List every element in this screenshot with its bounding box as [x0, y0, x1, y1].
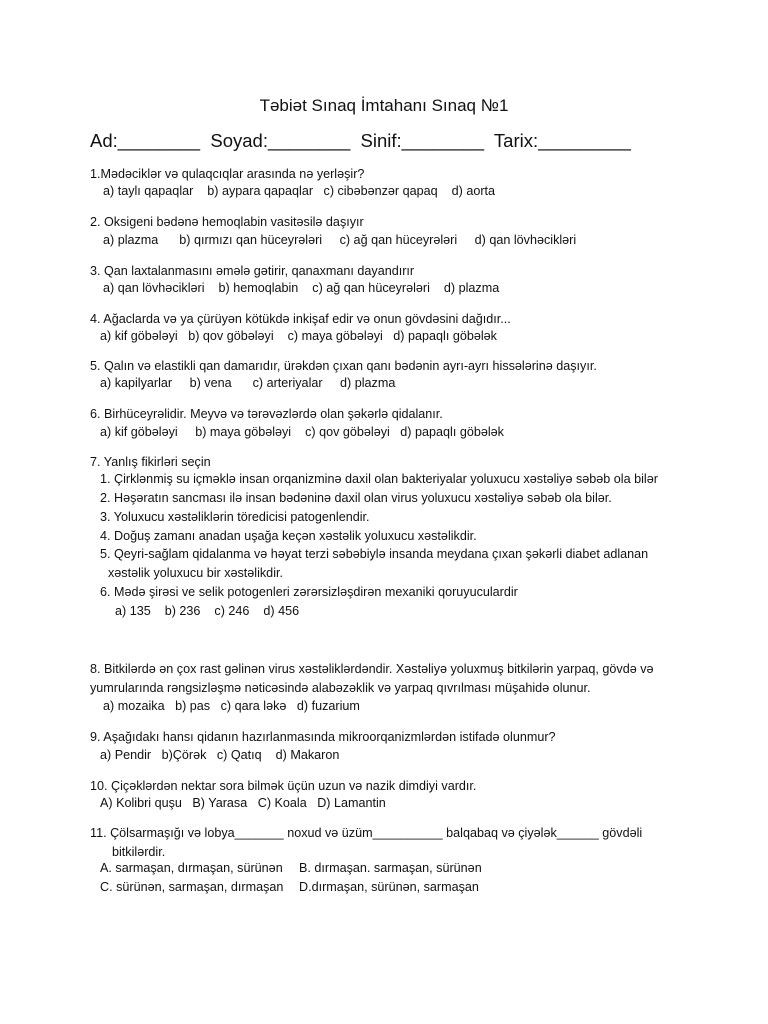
question-7-item-1: 1. Çirklənmiş su içməklə insan orqanizminə daxil olan bakteriyalar yoluxucu xəstəliyə səbəb ola bilər [100, 472, 658, 486]
question-4-options: a) kif göbələyi b) qov göbələyi c) maya göbələyi d) papaqlı göbələk [100, 329, 497, 343]
question-1: 1.Mədəciklər və qulaqcıqlar arasında nə yerləşir? [90, 167, 365, 181]
student-info-fields: Ad:________ Soyad:________ Sinif:________ Tarix:_________ [90, 130, 631, 151]
question-7-options: a) 135 b) 236 c) 246 d) 456 [115, 604, 300, 618]
question-5: 5. Qalın və elastikli qan damarıdır, ürəkdən çıxan qanı bədənin ayrı-ayrı hissələrinə daşıyır. [90, 359, 597, 373]
question-7-item-3: 3. Yoluxucu xəstəliklərin töredicisi patogenlendir. [100, 510, 370, 524]
question-5-options: a) kapilyarlar b) vena c) arteriyalar d) plazma [100, 376, 396, 390]
question-11-option-d: D.dırmaşan, sürünən, sarmaşan [299, 880, 479, 894]
question-11-continued: bitkilərdir. [112, 845, 166, 859]
question-7: 7. Yanlış fikirləri seçin [90, 455, 211, 469]
question-2: 2. Oksigeni bədənə hemoqlabin vasitəsilə daşıyır [90, 215, 364, 229]
question-6-options: a) kif göbələyi b) maya göbələyi c) qov göbələyi d) papaqlı göbələk [100, 425, 504, 439]
question-11-option-b: B. dırmaşan. sarmaşan, sürünən [299, 861, 482, 875]
question-10: 10. Çiçəklərdən nektar sora bilmək üçün uzun və nazik dimdiyi vardır. [90, 779, 477, 793]
question-3: 3. Qan laxtalanmasını əmələ gətirir, qanaxmanı dayandırır [90, 264, 415, 278]
question-8: 8. Bitkilərdə ən çox rast gəlinən virus xəstəliklərdəndir. Xəstəliyə yoluxmuş bitkilərin yarpaq, gövdə və [90, 662, 654, 676]
question-7-item-5-continued: xəstəlik yoluxucu bir xəstəlikdir. [108, 566, 283, 580]
question-4: 4. Ağaclarda və ya çürüyən kötükdə inkişaf edir və onun gövdəsini dağıdır... [90, 312, 511, 326]
question-11: 11. Çölsarmaşığı və lobya_______ noxud və üzüm__________ balqabaq və çiyələk______ gövdəli [90, 826, 643, 840]
question-11-option-a: A. sarmaşan, dırmaşan, sürünən [100, 861, 283, 875]
question-9: 9. Aşağıdakı hansı qidanın hazırlanmasında mikroorqanizmlərdən istifadə olunmur? [90, 730, 556, 744]
question-7-item-6: 6. Mədə şirəsi ve selik potogenleri zərərsizləşdirən mexaniki qoruyuculardir [100, 585, 518, 599]
question-3-options: a) qan lövhəcikləri b) hemoqlabin c) ağ qan hüceyrələri d) plazma [103, 281, 500, 295]
question-7-item-2: 2. Həşəratın sancması ilə insan bədəninə daxil olan virus yoluxucu xəstəliyə səbəb ola bilər. [100, 491, 612, 505]
question-2-options: a) plazma b) qırmızı qan hüceyrələri c) ağ qan hüceyrələri d) qan lövhəcikləri [103, 233, 577, 247]
question-8-options: a) mozaika b) pas c) qara ləkə d) fuzarium [103, 699, 360, 713]
question-1-options: a) taylı qapaqlar b) aypara qapaqlar c) cibəbənzər qapaq d) aorta [103, 184, 496, 198]
question-7-item-5: 5. Qeyri-sağlam qidalanma və həyat terzi səbəbiylə insanda meydana çıxan şəkərli diabet adlanan [100, 547, 649, 561]
page-title: Təbiət Sınaq İmtahanı Sınaq №1 [259, 96, 509, 115]
question-9-options: a) Pendir b)Çörək c) Qatıq d) Makaron [100, 748, 340, 762]
question-8-continued: yumrularında rəngsizləşmə nəticəsində alabəzəklik və yarpaq qıvrılması müşahidə olunur. [90, 681, 591, 695]
question-11-option-c: C. sürünən, sarmaşan, dırmaşan [100, 880, 284, 894]
question-7-item-4: 4. Doğuş zamanı anadan uşağa keçən xəstəlik yoluxucu xəstəlikdir. [100, 529, 477, 543]
question-6: 6. Birhüceyrəlidir. Meyvə və tərəvəzlərdə olan şəkərlə qidalanır. [90, 407, 443, 421]
question-10-options: A) Kolibri quşu B) Yarasa C) Koala D) Lamantin [100, 796, 386, 810]
